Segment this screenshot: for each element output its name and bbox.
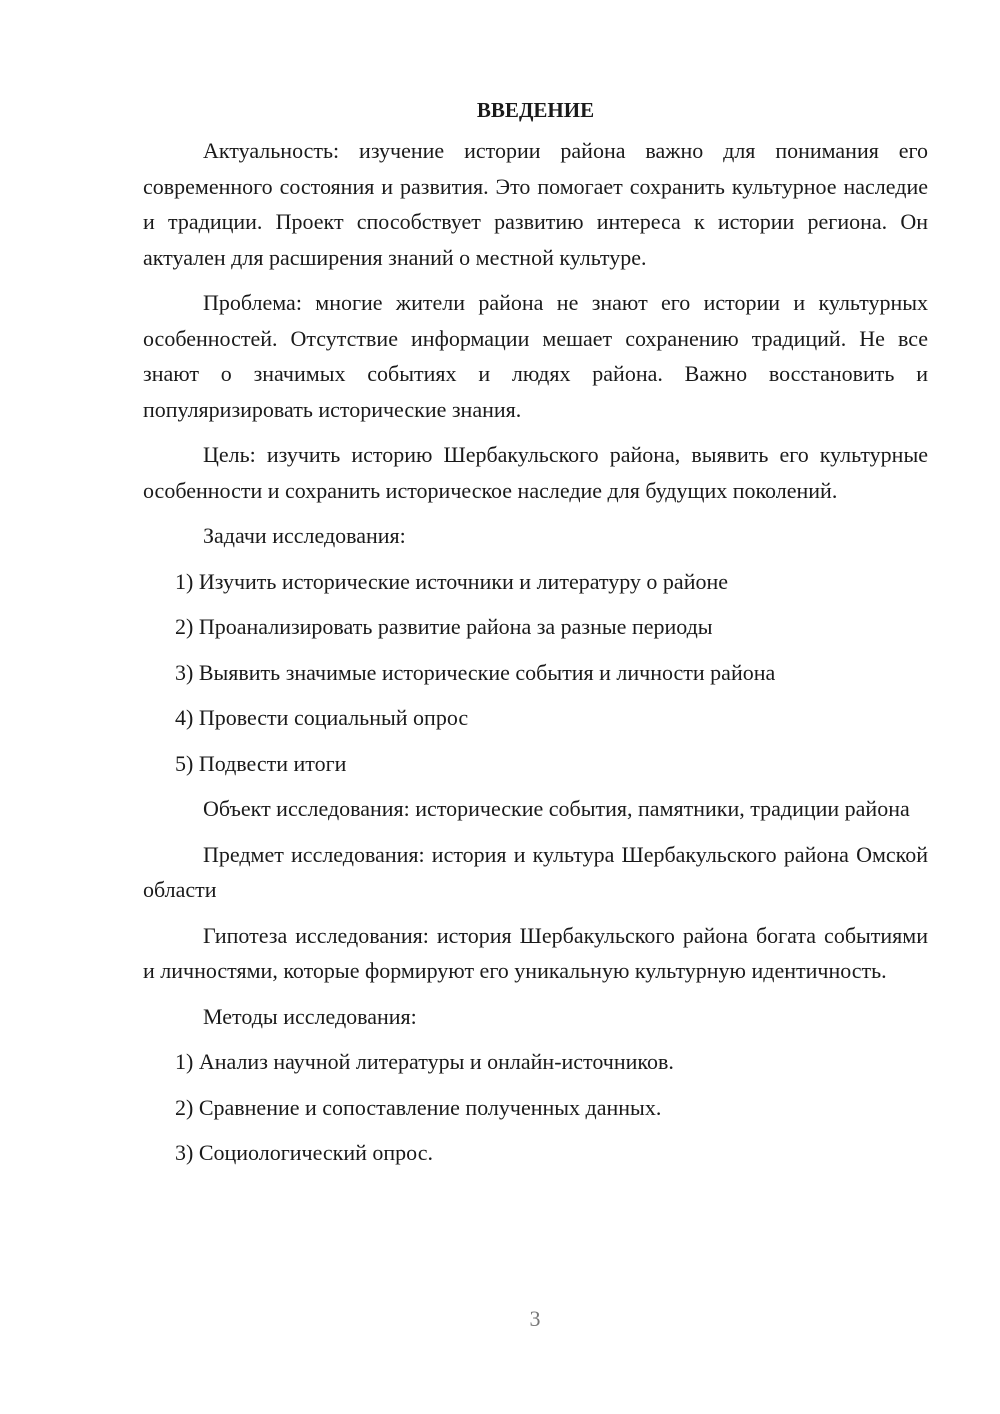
list-item: 1) Изучить исторические источники и литературу о районе [175, 568, 729, 594]
goal-paragraph: Цель: изучить историю Шербакульского района, выявить его культурные особенности и сохранить историческое наследие для будущих поколений. [143, 442, 928, 503]
list-item: 3) Социологический опрос. [175, 1140, 433, 1165]
list-item: 2) Сравнение и сопоставление полученных данных. [175, 1094, 662, 1120]
page-number: 3 [529, 1306, 541, 1331]
problem-paragraph: Проблема: многие жители района не знают его истории и культурных особенностей. Отсутствие информации мешает сохранению традиций. Не все знают о значимых событиях и людях района. Важно восстановить и популяризировать исторические знания. [143, 290, 928, 422]
list-item: 3) Выявить значимые исторические события и личности района [175, 659, 776, 685]
object-paragraph: Объект исследования: исторические события, памятники, традиции района [203, 796, 910, 821]
list-item: 2) Проанализировать развитие района за разные периоды [175, 614, 713, 639]
methods-heading: Методы исследования: [203, 1003, 417, 1029]
subject-paragraph: Предмет исследования: история и культура Шербакульского района Омской области [143, 841, 928, 902]
list-item: 5) Подвести итоги [175, 750, 347, 776]
document-page [143, 92, 928, 1181]
methods-list [143, 1044, 928, 1171]
hypothesis-paragraph: Гипотеза исследования: история Шербакульского района богата событиями и личностями, которые формируют его уникальную культурную идентичность. [143, 922, 928, 983]
tasks-list [143, 564, 928, 782]
relevance-paragraph: Актуальность: изучение истории района важно для понимания его современного состояния и развития. Это помогает сохранить культурное наследие и традиции. Проект способствует развитию интереса к истории региона. Он актуален для расширения знаний о местной культуре. [143, 138, 928, 270]
list-item: 1) Анализ научной литературы и онлайн-источников. [175, 1049, 674, 1074]
tasks-heading: Задачи исследования: [203, 523, 406, 548]
list-item: 4) Провести социальный опрос [175, 705, 469, 730]
section-title: ВВЕДЕНИЕ [476, 98, 595, 122]
